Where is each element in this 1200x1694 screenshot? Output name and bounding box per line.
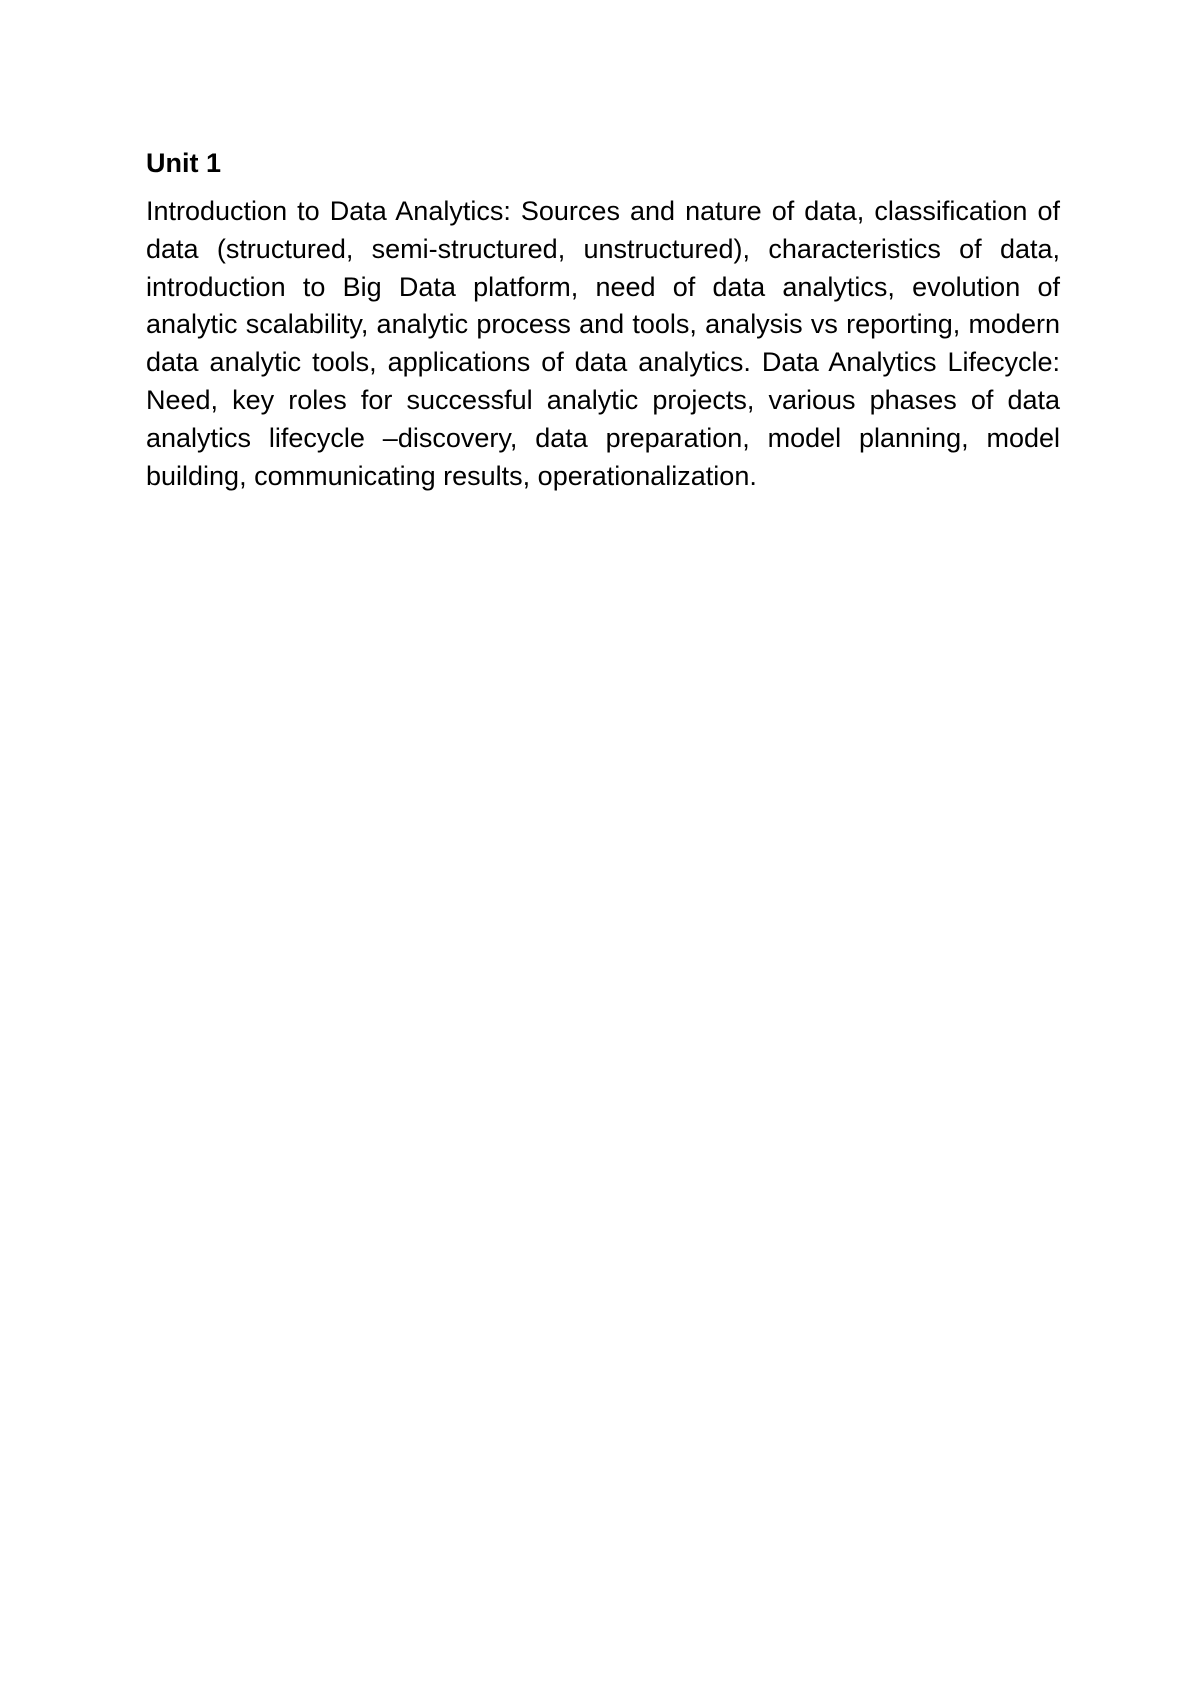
unit-heading: Unit 1: [146, 148, 222, 178]
unit-description-paragraph: Introduction to Data Analytics: Sources and nature of data, classification of data (structured, semi-structured, unstructured), characteristics of data, introduction to Big Data platform, need of data analytics, evolution of analytic scalability, analytic process and tools, analysis vs reporting, modern data analytic tools, applications of data analytics. Data Analytics Lifecycle: Need, key roles for successful analytic projects, various phases of data analytics lifecycle –discovery, data preparation, model planning, model building, communicating results, operationalization.: [146, 196, 1060, 491]
page-content: [146, 145, 1060, 495]
